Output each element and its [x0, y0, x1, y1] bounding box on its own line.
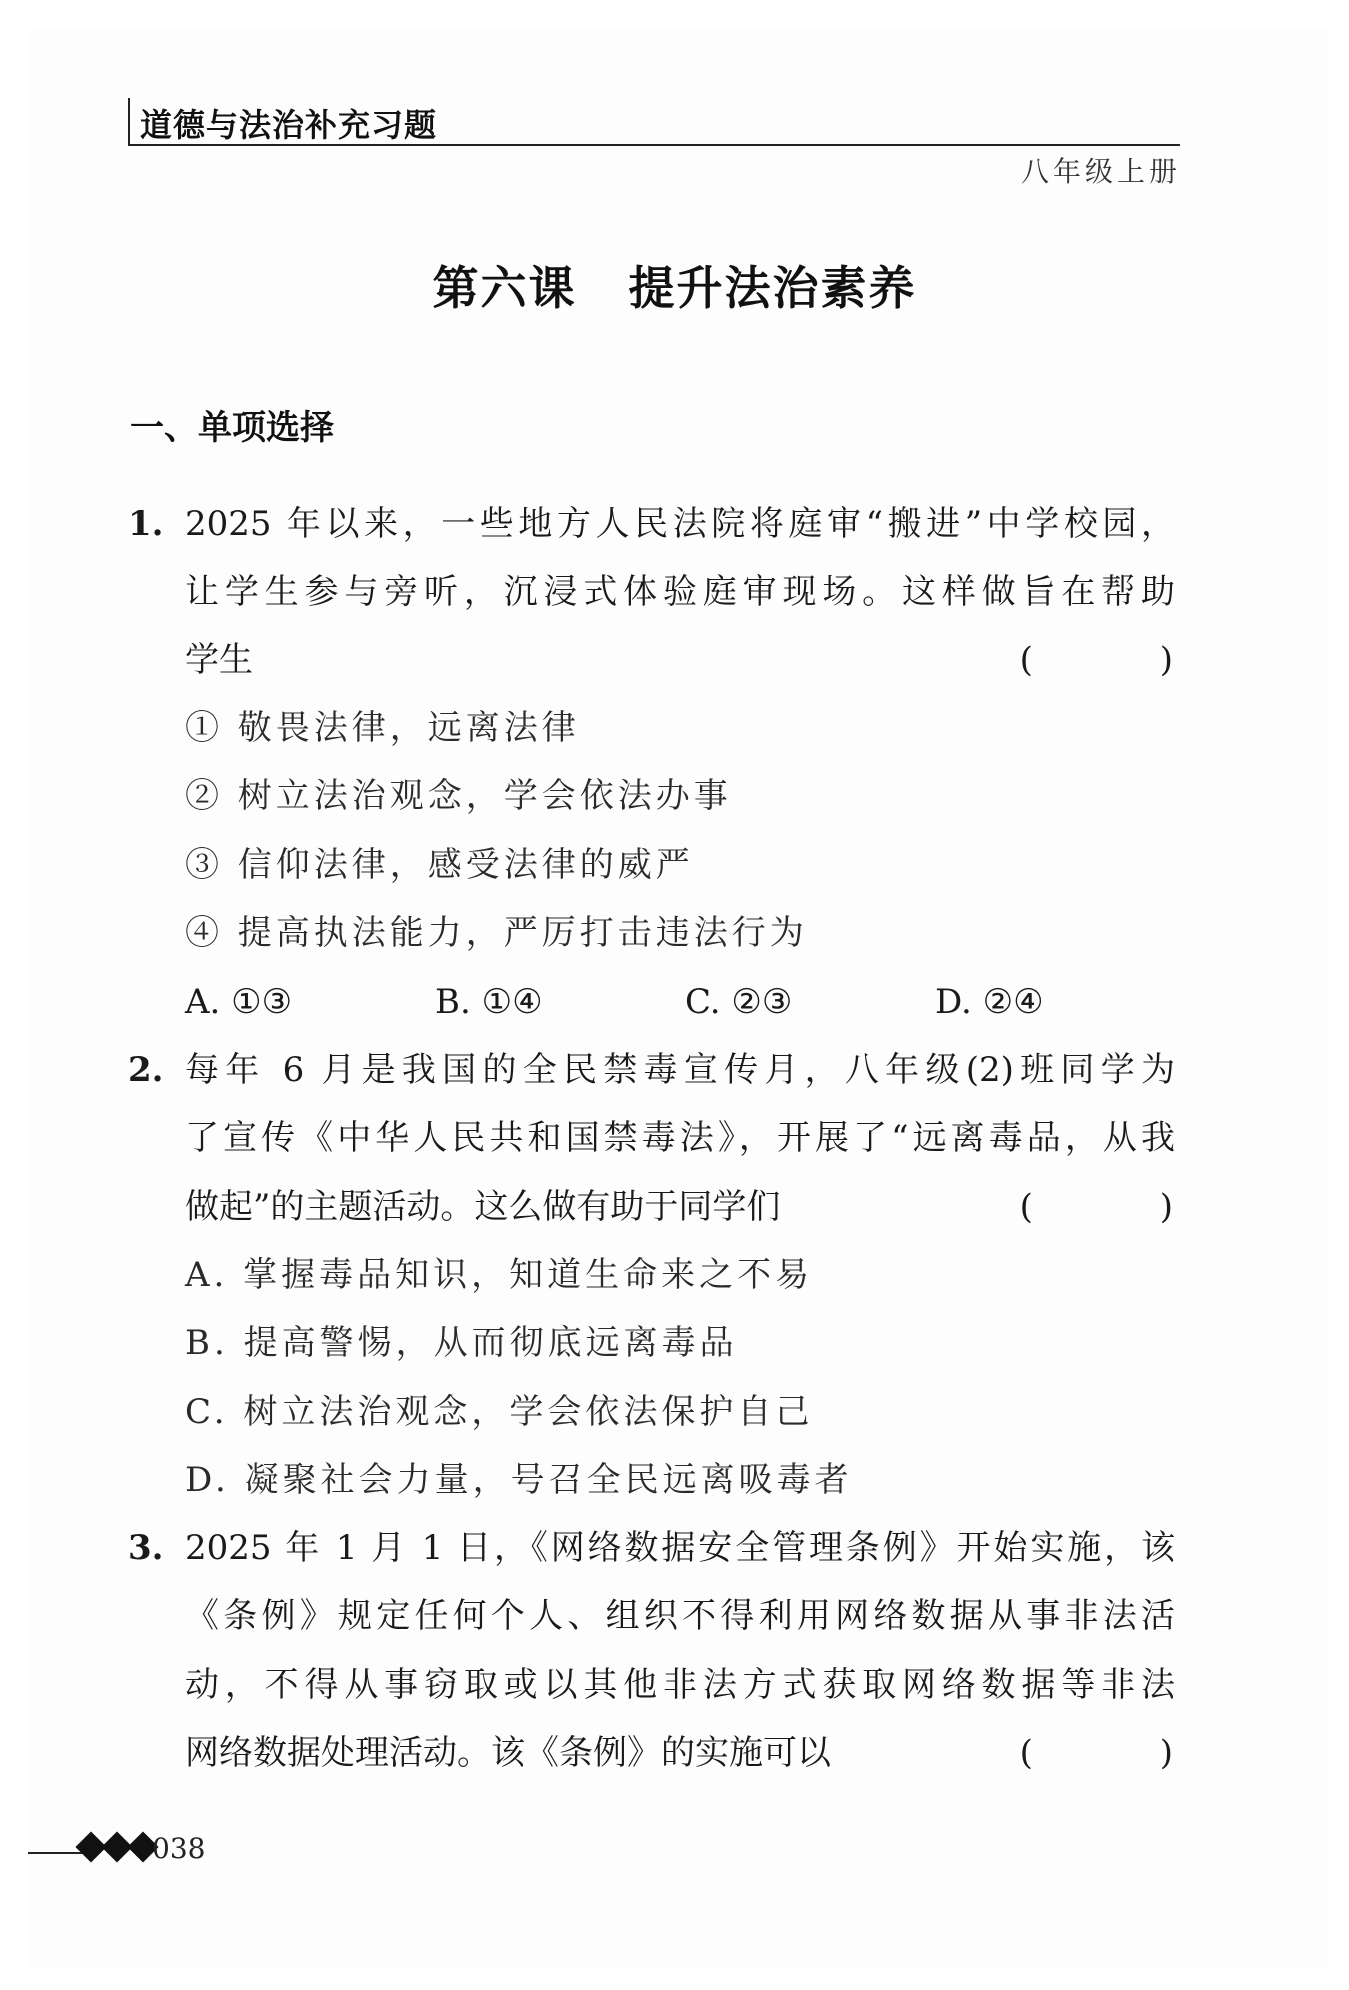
header-rule	[128, 144, 1180, 146]
question-1-number: 1.	[128, 504, 164, 544]
question-3-stem-line-1: 2025 年 1 月 1 日，《网络数据安全管理条例》开始实施，该	[185, 1528, 1175, 1568]
book-title: 道德与法治补充习题	[140, 106, 438, 144]
question-1-statement-2: ② 树立法治观念，学会依法办事	[185, 776, 732, 816]
lesson-title	[0, 252, 1349, 318]
question-1-choice-c[interactable]: C. ②③	[685, 982, 793, 1022]
question-1-stem-line-2: 让学生参与旁听，沉浸式体验庭审现场。这样做旨在帮助	[185, 572, 1175, 612]
question-1-statement-3: ③ 信仰法律，感受法律的威严	[185, 845, 694, 885]
question-2-choice-b[interactable]: B. 提高警惕，从而彻底远离毒品	[185, 1323, 738, 1363]
question-1-statement-1: ① 敬畏法律，远离法律	[185, 708, 580, 748]
question-1-answer-paren[interactable]: ( )	[1019, 640, 1231, 680]
question-3-stem-line-2: 《条例》规定任何个人、组织不得利用网络数据从事非法活	[185, 1596, 1175, 1636]
page-number: 038	[152, 1832, 206, 1865]
footer-rule	[28, 1852, 84, 1854]
section-title: 一、单项选择	[130, 408, 334, 448]
header-bar	[128, 98, 130, 146]
question-2-number: 2.	[128, 1050, 164, 1090]
question-3-answer-paren[interactable]: ( )	[1019, 1733, 1231, 1773]
question-2-stem-line-2: 了宣传《中华人民共和国禁毒法》，开展了“远离毒品，从我	[185, 1118, 1175, 1158]
question-2-choice-d[interactable]: D. 凝聚社会力量，号召全民远离吸毒者	[185, 1460, 853, 1500]
question-3-number: 3.	[128, 1528, 164, 1568]
question-1-statement-4: ④ 提高执法能力，严厉打击违法行为	[185, 913, 808, 953]
question-2-choice-c[interactable]: C. 树立法治观念，学会依法保护自己	[185, 1392, 814, 1432]
grade-label: 八年级上册	[1020, 155, 1181, 188]
question-1-choice-d[interactable]: D. ②④	[935, 982, 1044, 1022]
question-2-stem-line-3: 做起”的主题活动。这么做有助于同学们	[185, 1187, 781, 1227]
question-2-choice-a[interactable]: A. 掌握毒品知识，知道生命来之不易	[185, 1255, 814, 1295]
footer-diamonds-icon	[80, 1836, 158, 1858]
question-3-stem-line-3: 动，不得从事窃取或以其他非法方式获取网络数据等非法	[185, 1665, 1175, 1705]
question-1-choice-b[interactable]: B. ①④	[435, 982, 543, 1022]
question-2-answer-paren[interactable]: ( )	[1019, 1187, 1231, 1227]
lesson-name: 提升法治素养	[628, 261, 917, 315]
question-1-choice-a[interactable]: A. ①③	[185, 982, 293, 1022]
question-3-stem-line-4: 网络数据处理活动。该《条例》的实施可以	[185, 1733, 831, 1773]
question-1-stem-line-3: 学生	[185, 640, 253, 680]
lesson-number: 第六课	[432, 261, 577, 315]
question-1-stem-line-1: 2025 年以来，一些地方人民法院将庭审“搬进”中学校园，	[185, 504, 1175, 544]
question-2-stem-line-1: 每年 6 月是我国的全民禁毒宣传月，八年级(2)班同学为	[185, 1050, 1175, 1090]
